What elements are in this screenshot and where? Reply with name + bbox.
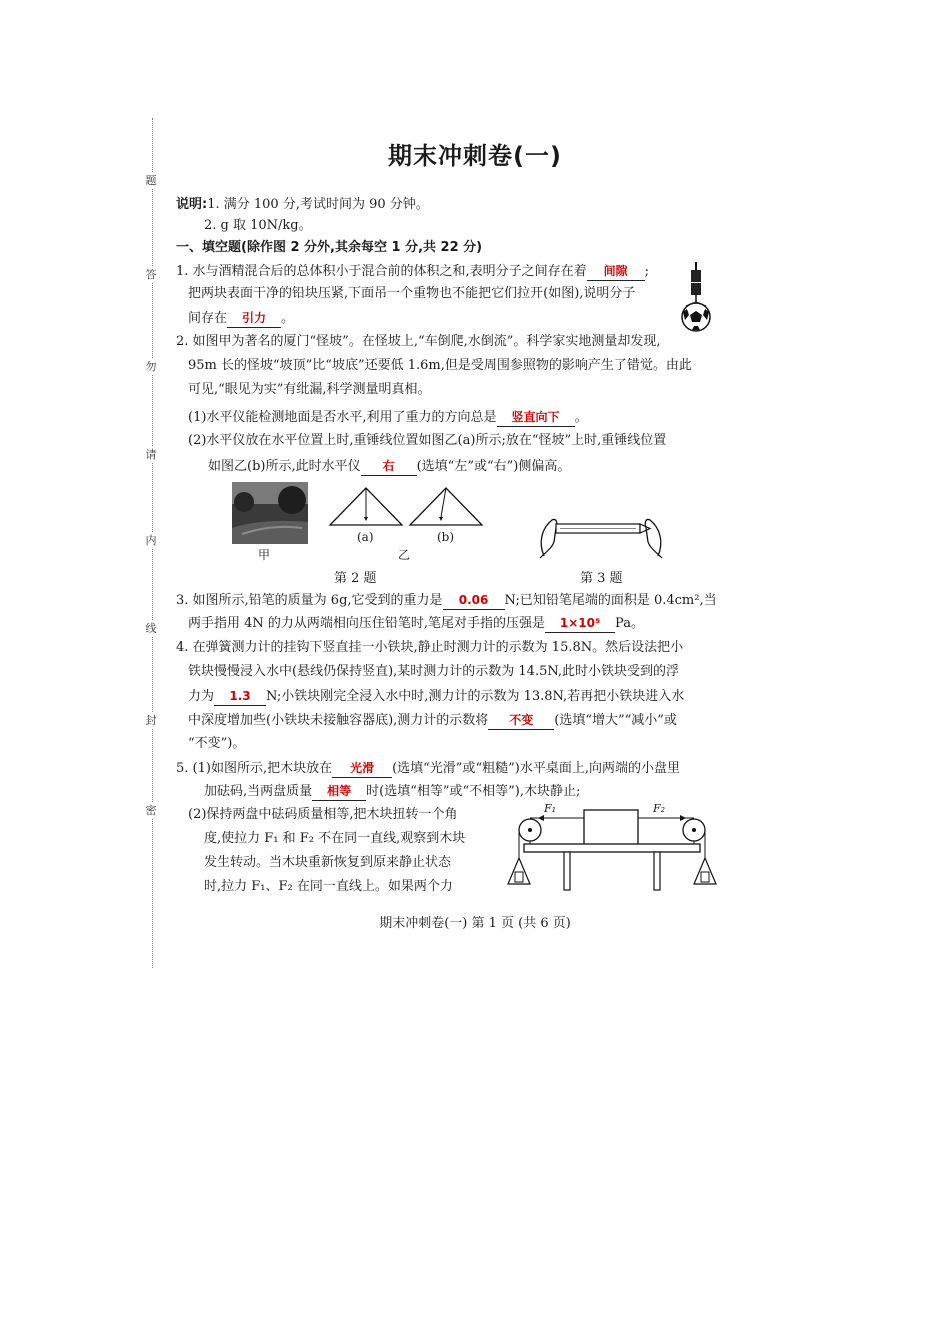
q4-line-4 — [188, 711, 677, 730]
notes-line-1 — [176, 196, 429, 214]
q3-line-1 — [176, 591, 717, 610]
q3-text: 两手指用 4N 的力从两端相向压住铅笔时,笔尾对手指的压强是 — [188, 616, 546, 631]
page-title: 期末冲刺卷(一) — [388, 142, 562, 170]
fig-label-yi: 乙 — [398, 548, 411, 562]
q2-line-3: 可见,“眼见为实”有纰漏,科学测量明真相。 — [188, 382, 431, 397]
answer-blank: 不变 — [488, 711, 554, 730]
fig-label-a: (a) — [357, 530, 374, 544]
binding-char: 封 — [140, 712, 162, 728]
q4-line-5: “不变”)。 — [188, 736, 246, 751]
binding-char: 请 — [140, 446, 162, 462]
binding-char: 勿 — [140, 358, 162, 374]
answer-blank: 1.3 — [214, 687, 266, 706]
q5-line-6: 时,拉力 F₁、F₂ 在同一直线上。如果两个力 — [204, 879, 453, 894]
answer-blank: 1×10⁵ — [545, 614, 615, 633]
q1-line-2: 把两块表面干净的铅块压紧,下面吊一个重物也不能把它们拉开(如图),说明分子 — [188, 286, 636, 301]
q1-text: 。 — [281, 311, 295, 326]
q5-line-5: 发生转动。当木块重新恢复到原来静止状态 — [204, 855, 452, 870]
q3-text: 3. 如图所示,铅笔的质量为 6g,它受到的重力是 — [176, 593, 443, 608]
level-triangle-a — [328, 487, 404, 527]
notes-label: 说明: — [176, 197, 208, 212]
level-triangle-b — [408, 487, 484, 527]
answer-blank: 引力 — [227, 309, 281, 328]
q3-text: Pa。 — [615, 616, 644, 631]
q3-text: N;已知铅笔尾端的面积是 0.4cm²,当 — [504, 593, 717, 608]
fig-label-jia: 甲 — [258, 548, 271, 562]
q1-text: ; — [644, 264, 650, 279]
q4-line-3 — [188, 687, 684, 706]
q2-text: 。 — [574, 410, 588, 425]
q5-text: 时(选填“相等”或“不相等”),木块静止; — [366, 784, 581, 799]
force-label-f1: F₁ — [544, 802, 557, 815]
q4-line-1: 4. 在弹簧测力计的挂钩下竖直挂一小铁块,静止时测力计的示数为 15.8N。然后设法把小 — [176, 640, 684, 655]
q2-line-2: 95m 长的怪坡“坡顶”比“坡底”还要低 1.6m,但是受周围参照物的影响产生了错觉。由此 — [188, 358, 692, 373]
q5-text: (选填“光滑”或“粗糙”)水平桌面上,向两端的小盘里 — [392, 761, 680, 776]
binding-char: 答 — [140, 266, 162, 282]
answer-blank: 竖直向下 — [497, 408, 575, 427]
q2-line-1: 2. 如图甲为著名的厦门“怪坡”。在怪坡上,“车倒爬,水倒流”。科学家实地测量却发现, — [176, 334, 661, 349]
answer-blank: 0.06 — [443, 591, 505, 610]
q2-text: (1)水平仪能检测地面是否水平,利用了重力的方向总是 — [188, 410, 497, 425]
q2-text: (选填“左”或“右”)侧偏高。 — [416, 459, 571, 474]
fig-label-b: (b) — [437, 530, 455, 544]
fig3-caption: 第 3 题 — [580, 571, 623, 586]
answer-blank: 相等 — [312, 782, 366, 801]
q5-line-4: 度,使拉力 F₁ 和 F₂ 不在同一直线,观察到木块 — [204, 831, 466, 846]
note-2: 2. g 取 10N/kg。 — [204, 218, 312, 233]
q5-line-1 — [176, 759, 680, 778]
q2-text: 如图乙(b)所示,此时水平仪 — [208, 459, 361, 474]
fig2-caption: 第 2 题 — [334, 571, 377, 586]
q1-text: 1. 水与酒精混合后的总体积小于混合前的体积之和,表明分子之间存在着 — [176, 264, 587, 279]
q4-text: N;小铁块刚完全浸入水中时,测力计的示数为 13.8N,若再把小铁块进入水 — [266, 689, 685, 704]
q2-sub-1 — [188, 408, 588, 427]
q1-line-3 — [188, 309, 294, 328]
q5-line-3: (2)保持两盘中砝码质量相等,把木块扭转一个角 — [188, 807, 458, 822]
answer-blank: 间隙 — [587, 262, 645, 281]
q1-text: 间存在 — [188, 311, 228, 326]
answer-blank: 右 — [361, 457, 417, 476]
q5-text: 加砝码,当两盘质量 — [204, 784, 313, 799]
binding-char: 密 — [140, 802, 162, 818]
hill-photo — [232, 482, 308, 544]
force-label-f2: F₂ — [653, 802, 666, 815]
q2-sub-2: (2)水平仪放在水平位置上时,重锤线位置如图乙(a)所示;放在“怪坡”上时,重锤线位置 — [188, 433, 667, 448]
q2-sub-2b — [208, 457, 570, 476]
binding-char: 内 — [140, 532, 162, 548]
page-footer: 期末冲刺卷(一) 第 1 页 (共 6 页) — [379, 916, 571, 931]
q3-line-2 — [188, 614, 644, 633]
q1-line-1 — [176, 262, 649, 281]
binding-char: 线 — [140, 620, 162, 636]
answer-blank: 光滑 — [332, 759, 392, 778]
binding-char: 题 — [140, 172, 162, 188]
q5-text: 5. (1)如图所示,把木块放在 — [176, 761, 333, 776]
q4-text: 力为 — [188, 689, 215, 704]
pulley-table-figure — [508, 800, 720, 892]
q4-line-2: 铁块慢慢浸入水中(悬线仍保持竖直),某时测力计的示数为 14.5N,此时小铁块受到的浮 — [188, 664, 680, 679]
q4-text: (选填“增大”“减小”或 — [554, 713, 677, 728]
lead-blocks-figure — [676, 262, 716, 334]
pencil-fingers-figure — [536, 512, 666, 560]
section-heading: 一、填空题(除作图 2 分外,其余每空 1 分,共 22 分) — [176, 240, 483, 255]
q5-line-2 — [204, 782, 580, 801]
note-1: 1. 满分 100 分,考试时间为 90 分钟。 — [207, 197, 429, 212]
q4-text: 中深度增加些(小铁块未接触容器底),测力计的示数将 — [188, 713, 489, 728]
